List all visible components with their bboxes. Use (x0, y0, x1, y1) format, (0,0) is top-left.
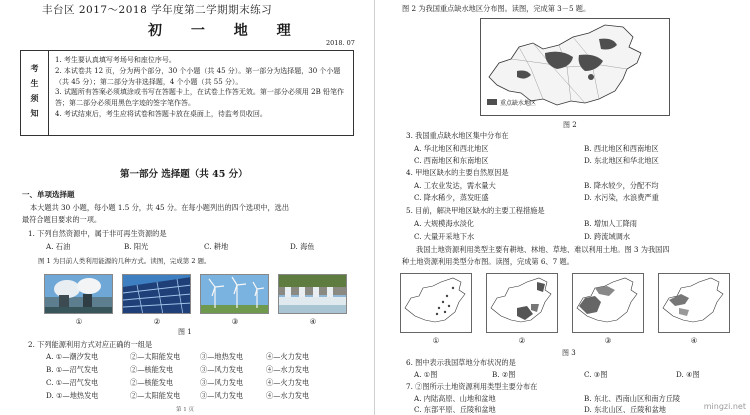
q2-option-b: B. ①—沼气发电 (46, 365, 99, 374)
q6-option-a: A. ①图 (414, 370, 438, 379)
notes-body (55, 55, 351, 120)
q2-option-b: ②—核能发电 (130, 365, 174, 374)
land-use-map-1 (400, 273, 472, 333)
figure-1-caption: 图 1 (178, 328, 192, 336)
q2-option-d: ②—太阳能发电 (130, 391, 181, 400)
question-1-stem: 1. 下列自然资源中，属于非可再生资源的是 (28, 229, 167, 238)
q6-option-b: B. ②图 (492, 370, 516, 379)
figure-1-lead: 图 1 为目前人类利用能源的几种方式。读图，完成第 2 题。 (38, 257, 211, 265)
exam-date: 2018. 07 (326, 39, 355, 47)
figure-1-label: ① (75, 317, 83, 326)
q1-option-c: C. 耕地 (204, 242, 229, 251)
legend-swatch (487, 99, 497, 105)
figure-2-water-shortage-map (480, 18, 670, 116)
figure-1-label: ④ (309, 317, 317, 326)
q4-option-b: B. 降水较少，分配不均 (584, 181, 659, 190)
section-intro-cont: 最符合题目要求的一项。 (22, 215, 102, 224)
q3-option-a: A. 华北地区和西北地区 (414, 144, 489, 153)
q5-option-b: B. 增加人工降雨 (584, 219, 637, 228)
exam-title: 丰台区 2017～2018 学年度第二学期期末练习 (42, 4, 273, 16)
exam-page-right (376, 0, 750, 415)
figure-3-label: ② (518, 336, 526, 345)
figure-3-label: ③ (604, 336, 612, 345)
land-use-map-2 (486, 273, 558, 333)
q2-option-c: ④—火力发电 (266, 378, 310, 387)
q5-option-c: C. 大量开采地下水 (414, 232, 475, 241)
site-watermark: mingzi.net (703, 402, 746, 411)
q1-option-d: D. 海鱼 (290, 242, 315, 251)
q2-option-b: ④—水力发电 (266, 365, 310, 374)
map-legend-label: 重点缺水地区 (500, 100, 537, 107)
figure-3-caption: 图 3 (562, 349, 576, 357)
question-3-stem: 3. 我国重点缺水地区集中分布在 (406, 131, 509, 140)
q3-option-b: B. 西北地区和西南地区 (584, 144, 659, 153)
notes-label: 考 生 须 知 (21, 51, 49, 135)
figure-3-label: ① (432, 336, 440, 345)
page-number: 第 1 页 (176, 407, 194, 413)
q3-option-d: D. 东北地区和华北地区 (584, 156, 659, 165)
question-5-stem: 5. 目前，解决甲地区缺水的主要工程措施是 (406, 206, 545, 215)
figure-1-label: ③ (231, 317, 239, 326)
geothermal-plant-photo (44, 274, 113, 314)
q2-option-c: C. ①—沼气发电 (46, 378, 99, 387)
hydro-dam-photo (278, 274, 347, 314)
q5-option-a: A. 大规模海水淡化 (414, 219, 475, 228)
q7-option-b: B. 东北、西南山区和南方丘陵 (584, 394, 681, 403)
figure-2-caption: 图 2 (563, 121, 577, 129)
q3-option-c: C. 西南地区和东南地区 (414, 156, 489, 165)
wind-turbine-photo (200, 274, 269, 314)
question-4-stem: 4. 甲地区缺水的主要自然原因是 (406, 168, 509, 177)
figure-3-lead: 我国土地资源利用类型主要有耕地、林地、草地、难以利用土地。图 3 为我国四 (416, 245, 670, 254)
q2-option-a: ④—火力发电 (266, 352, 310, 361)
q2-option-a: ②—太阳能发电 (130, 352, 181, 361)
q4-option-a: A. 工农业发达，需水量大 (414, 181, 496, 190)
q6-option-d: D. ④图 (676, 370, 700, 379)
q4-option-c: C. 降水稀少，蒸发旺盛 (414, 193, 489, 202)
q4-option-d: D. 水污染，水浪费严重 (584, 193, 659, 202)
note-item: 2. 本试卷共 12 页，分为两个部分，30 个小题（共 45 分）。第一部分为选择题，30 个小题（共 45 分）；第二部分为非选择题，4 个小题（共 55 分）。 (55, 66, 341, 86)
q2-option-a: A. ①—潮汐发电 (46, 352, 99, 361)
q2-option-c: ②—核能发电 (130, 378, 174, 387)
shortage-area-east (588, 74, 594, 80)
q6-option-c: C. ③图 (584, 370, 608, 379)
q2-option-c: ③—风力发电 (200, 378, 244, 387)
section-intro: 本大题共 30 小题，每小题 1.5 分，共 45 分。在每小题列出的四个选项中，选出 (30, 203, 290, 212)
question-6-stem: 6. 图中表示我国草地分布状况的是 (406, 358, 516, 367)
note-item: 4. 考试结束后，考生应将试卷和答题卡放在桌面上，待监考员收回。 (55, 109, 267, 118)
q1-option-b: B. 阳光 (124, 242, 149, 251)
q1-option-a: A. 石油 (46, 242, 71, 251)
land-use-map-3 (572, 273, 644, 333)
figure-3-label: ④ (690, 336, 698, 345)
figure-1-label: ② (153, 317, 161, 326)
q2-option-d: ③—风力发电 (200, 391, 244, 400)
q7-option-a: A. 内陆高原、山地和盆地 (414, 394, 496, 403)
figure-2-lead: 图 2 为我国重点缺水地区分布图。读图，完成第 3－5 题。 (402, 4, 591, 13)
candidate-notes-box (20, 50, 354, 136)
note-item: 1. 考生要认真填写考场号和座位序号。 (55, 56, 176, 64)
q5-option-d: D. 跨流域调水 (584, 232, 631, 241)
q7-option-d: D. 东北山区、丘陵和盆地 (584, 405, 666, 414)
question-2-stem: 2. 下列能源利用方式对应正确的一组是 (28, 340, 153, 349)
q2-option-d: D. ①—地热发电 (46, 391, 99, 400)
subject-title: 初 一 地 理 (148, 23, 303, 39)
q7-option-c: C. 东部平原、丘陵和盆地 (414, 405, 496, 414)
q2-option-b: ③—风力发电 (200, 365, 244, 374)
part-one-heading: 第一部分 选择题（共 45 分） (120, 169, 248, 180)
section-heading: 一、单项选择题 (22, 190, 75, 199)
note-item: 3. 试题所有答案必须填涂或书写在答题卡上，在试卷上作答无效。第一部分必须用 2B 铅笔作答；第二部分必须用黑色字迹的签字笔作答。 (55, 88, 344, 108)
land-use-map-4 (658, 273, 730, 333)
q2-option-a: ③—地热发电 (200, 352, 244, 361)
q2-option-d: ④—水力发电 (266, 391, 310, 400)
figure-3-lead-cont: 种土地资源利用类型分布图。读图，完成第 6、7 题。 (402, 257, 574, 266)
solar-panel-photo (122, 274, 191, 314)
question-7-stem: 7. ②图所示土地资源利用类型主要分布在 (406, 382, 538, 391)
